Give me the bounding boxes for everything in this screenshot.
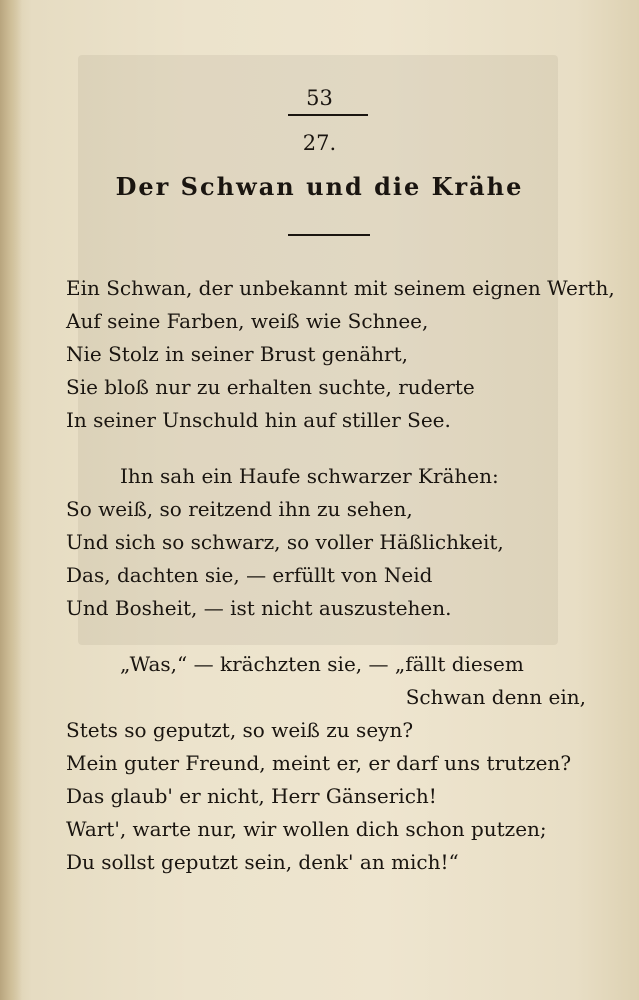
- poem-line: Wart', warte nur, wir wollen dich schon putzen;: [66, 817, 547, 841]
- poem-line: Auf seine Farben, weiß wie Schnee,: [66, 309, 429, 333]
- poem-line: Nie Stolz in seiner Brust genährt,: [66, 342, 409, 366]
- poem-line: „Was,“ — krächzten sie, — „fällt diesem: [120, 652, 524, 676]
- poem-line: In seiner Unschuld hin auf stiller See.: [66, 408, 451, 432]
- stanza-3: [66, 648, 586, 879]
- poem-line: Du sollst geputzt sein, denk' an mich!“: [66, 850, 459, 874]
- page-number: 53: [306, 86, 333, 110]
- poem-line: Das, dachten sie, — erfüllt von Neid: [66, 563, 433, 587]
- page-number-rule: [288, 114, 368, 116]
- stanza-gap: [66, 625, 586, 648]
- poem-line: Und sich so schwarz, so voller Häßlichkeit,: [66, 530, 504, 554]
- poem-line: So weiß, so reitzend ihn zu sehen,: [66, 497, 413, 521]
- poem-line: Das glaub' er nicht, Herr Gänserich!: [66, 784, 437, 808]
- stanza-gap: [66, 437, 586, 460]
- poem-line: Ein Schwan, der unbekannt mit seinem eignen Werth,: [66, 276, 615, 300]
- poem-body: [66, 272, 615, 879]
- poem-line-continuation: Schwan denn ein,: [405, 685, 586, 709]
- title-rule: [288, 234, 370, 236]
- poem-line: Und Bosheit, — ist nicht auszustehen.: [66, 596, 452, 620]
- poem-line: Stets so geputzt, so weiß zu seyn?: [66, 718, 414, 742]
- poem-line: Mein guter Freund, meint er, er darf uns trutzen?: [66, 751, 572, 775]
- stanza-1: [66, 272, 615, 437]
- stanza-2: [66, 460, 586, 625]
- poem-line: Sie bloß nur zu erhalten suchte, ruderte: [66, 375, 475, 399]
- poem-line: Ihn sah ein Haufe schwarzer Krähen:: [120, 464, 499, 488]
- fable-number: 27.: [302, 131, 337, 155]
- fable-title: Der Schwan und die Krähe: [115, 172, 524, 201]
